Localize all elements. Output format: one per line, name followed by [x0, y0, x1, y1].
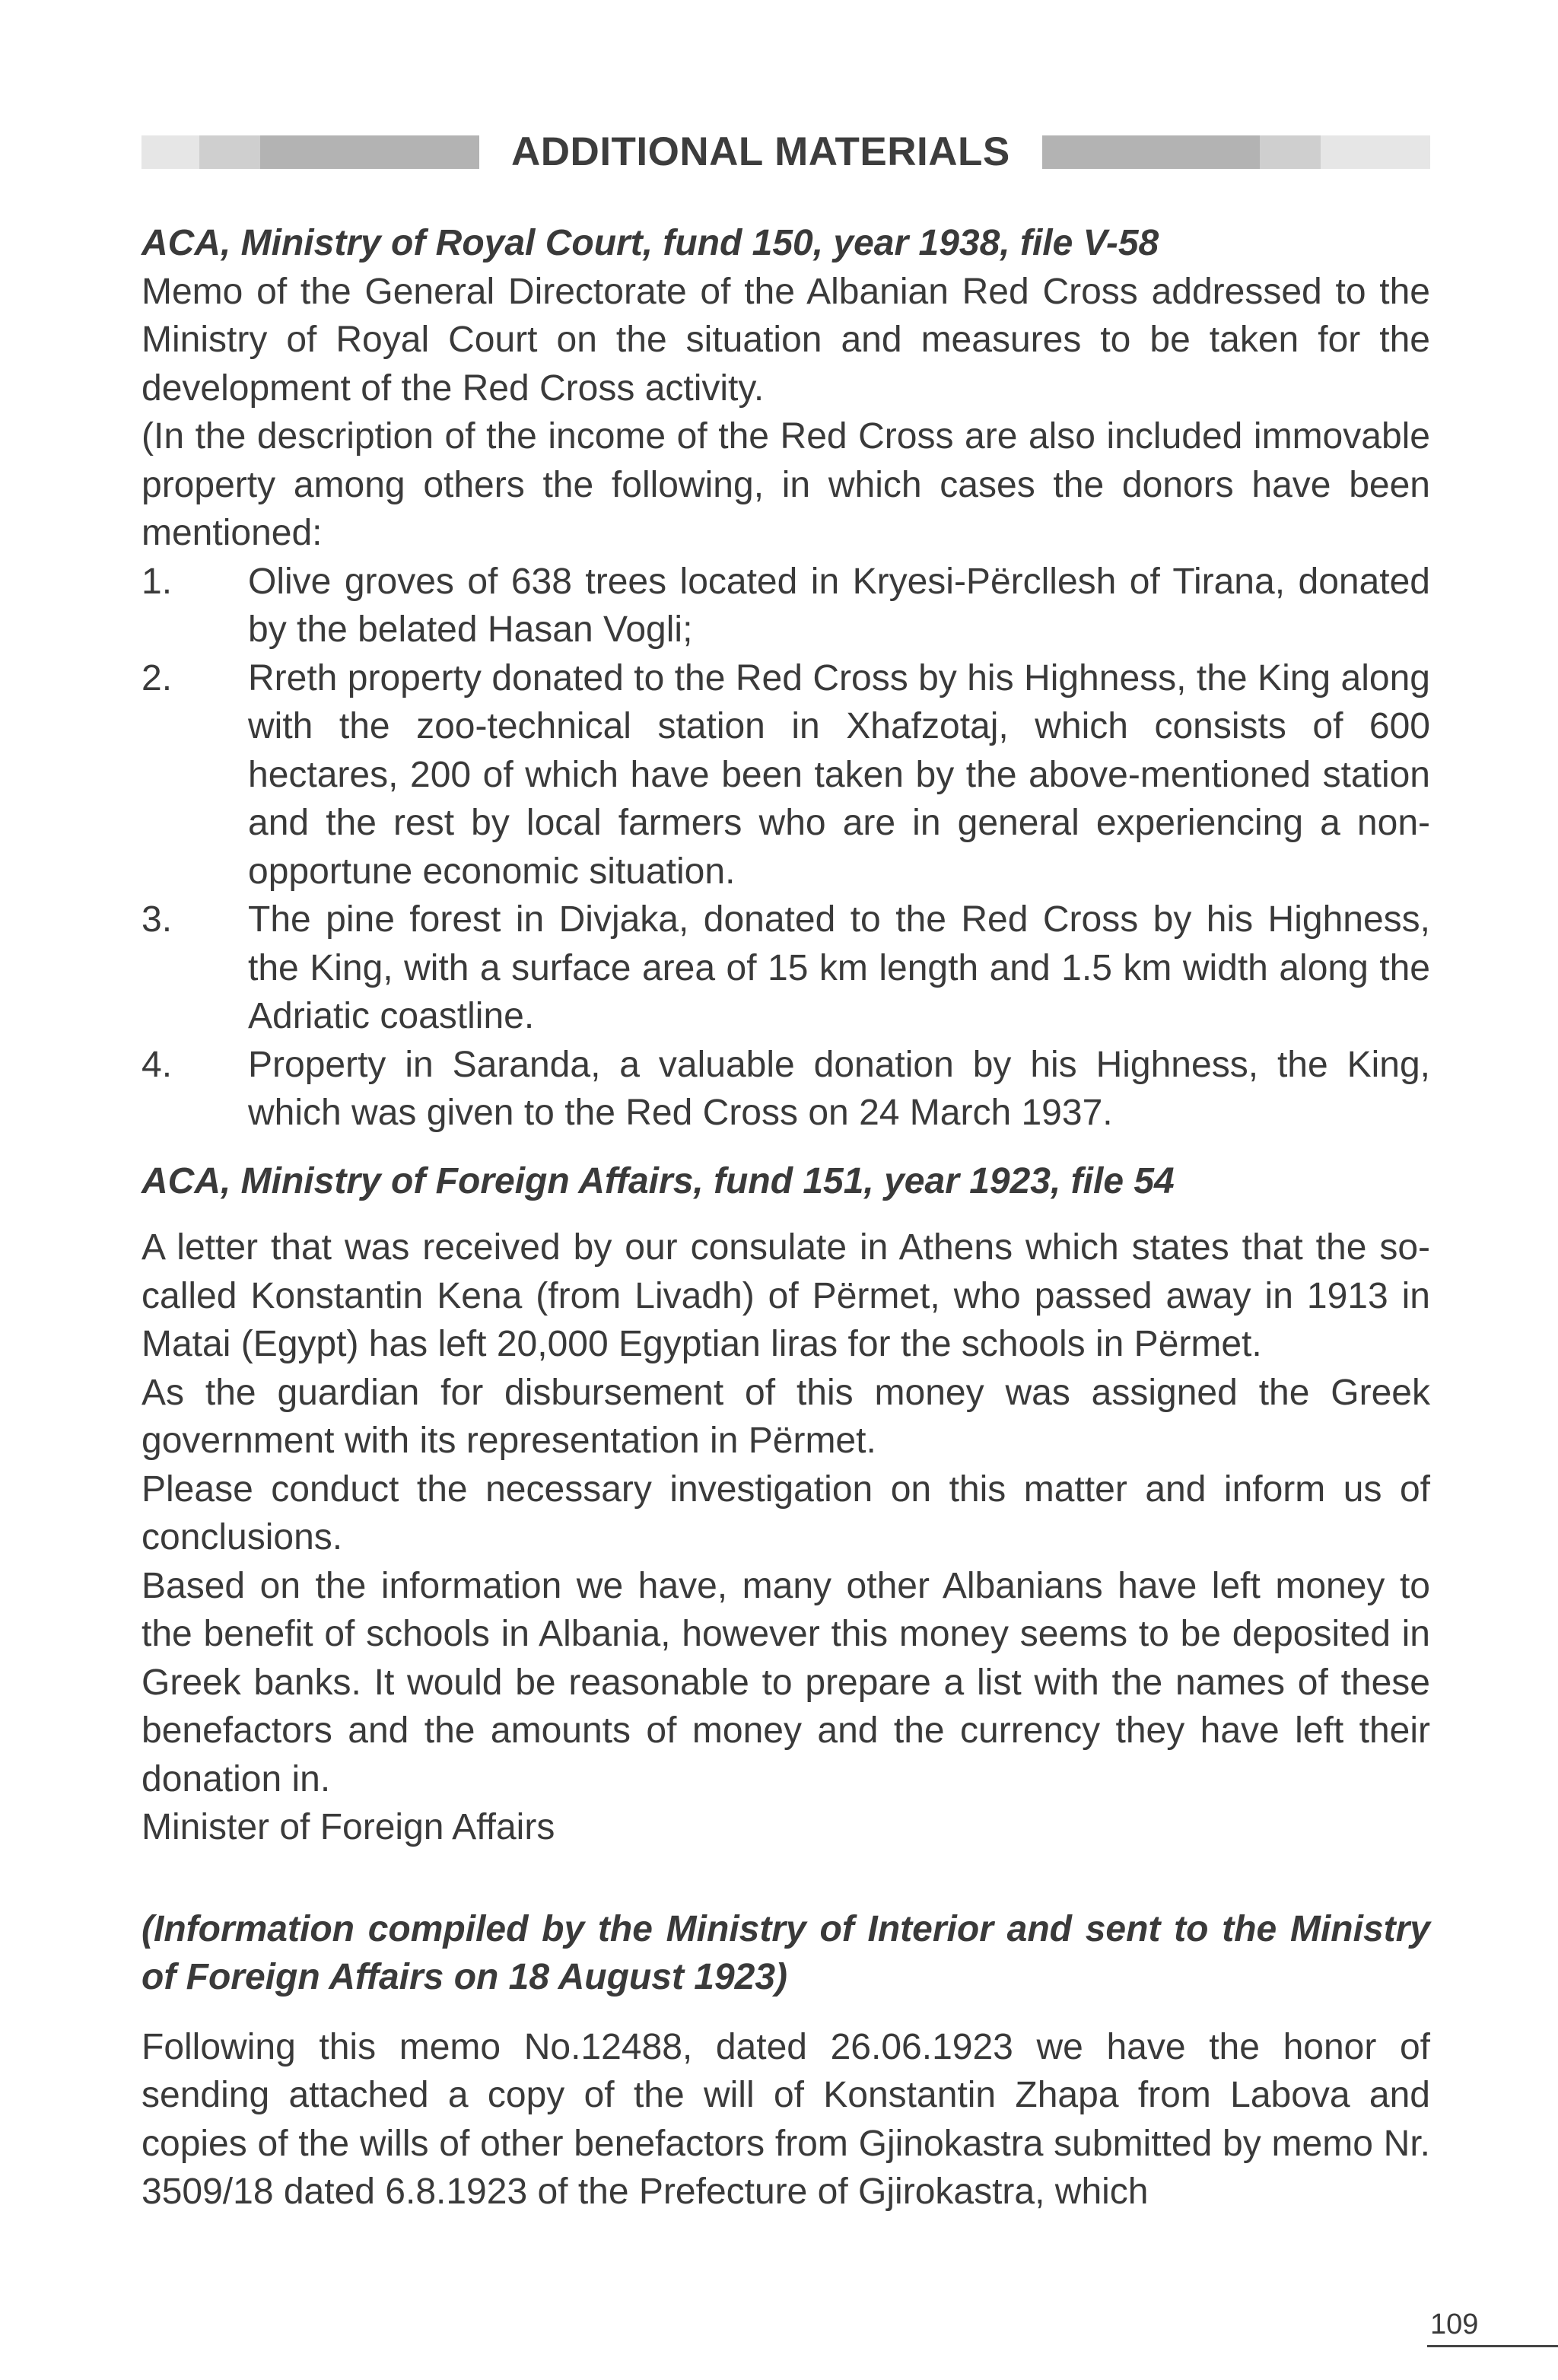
list-item-text: Property in Saranda, a valuable donation by his Highness, the King, which was given to the Red Cross on 24 March 1937. [248, 1044, 1430, 1133]
header-bar-left-dark [260, 135, 479, 169]
list-item-text: Rreth property donated to the Red Cross by his Highness, the King along with the zoo-technical station in Xhafzotaj, which consists of 600 hectares, 200 of which have been taken by the above-mentioned station and the rest by local farmers who are in general experiencing a non-opportune economic situation. [248, 657, 1430, 892]
header-bar-right-dark [1042, 135, 1260, 169]
list-item-text: The pine forest in Divjaka, donated to the Red Cross by his Highness, the King, with a surface area of 15 km length and 1.5 km width along the Adriatic coastline. [248, 899, 1430, 1036]
header-bar-right-light [1321, 135, 1430, 169]
source-citation-2: ACA, Ministry of Foreign Affairs, fund 151, year 1923, file 54 [141, 1160, 1175, 1201]
source-citation-1: ACA, Ministry of Royal Court, fund 150, year 1938, file V-58 [141, 223, 1159, 263]
paragraph: (In the description of the income of the Red Cross are also included immovable property among others the following, in which cases the donors have been mentioned: [141, 416, 1430, 553]
footer-rule [1427, 2345, 1558, 2347]
header-bar-right-mid [1260, 135, 1321, 169]
document-body [141, 219, 1430, 2216]
list-item-text: Olive groves of 638 trees located in Kryesi-Përcllesh of Tirana, donated by the belated Hasan Vogli; [248, 561, 1430, 650]
paragraph: Memo of the General Directorate of the Albanian Red Cross addressed to the Ministry of Royal Court on the situation and measures to be taken for the development of the Red Cross activity. [141, 271, 1430, 409]
paragraph: As the guardian for disbursement of this money was assigned the Greek government with its representation in Përmet. [141, 1372, 1430, 1461]
list-number: 4. [141, 1044, 173, 1085]
list-number: 1. [141, 561, 173, 602]
signature-line: Minister of Foreign Affairs [141, 1807, 555, 1847]
list-item [141, 558, 1430, 654]
header-bar-left-light [141, 135, 199, 169]
list-item [141, 1041, 1430, 1138]
paragraph: Based on the information we have, many other Albanians have left money to the benefit of schools in Albania, however this money seems to be deposited in Greek banks. It would be reasonable to prepare a list with the names of these benefactors and the amounts of money and the currency they have left their donation in. [141, 1565, 1430, 1799]
list-number: 3. [141, 899, 173, 940]
header-bar-left-mid [199, 135, 260, 169]
source-citation-3: (Information compiled by the Ministry of Interior and sent to the Ministry of Foreign Affairs on 18 August 1923) [141, 1908, 1430, 1997]
donation-list [141, 558, 1430, 1138]
list-number: 2. [141, 657, 173, 698]
page-number: 109 [1430, 2308, 1479, 2340]
paragraph: A letter that was received by our consulate in Athens which states that the so-called Konstantin Kena (from Livadh) of Përmet, who passed away in 1913 in Matai (Egypt) has left 20,000 Egyptian liras for the schools in Përmet. [141, 1227, 1430, 1364]
list-item [141, 896, 1430, 1041]
paragraph: Following this memo No.12488, dated 26.06.1923 we have the honor of sending attached a copy of the will of Konstantin Zhapa from Labova and copies of the wills of other benefactors from Gjinokastra submitted by memo Nr. 3509/18 dated 6.8.1923 of the Prefecture of Gjirokastra, which [141, 2026, 1430, 2212]
section-title: ADDITIONAL MATERIALS [511, 129, 1010, 174]
list-item [141, 654, 1430, 896]
paragraph: Please conduct the necessary investigation on this matter and inform us of conclusions. [141, 1468, 1430, 1558]
section-header [141, 131, 1430, 173]
